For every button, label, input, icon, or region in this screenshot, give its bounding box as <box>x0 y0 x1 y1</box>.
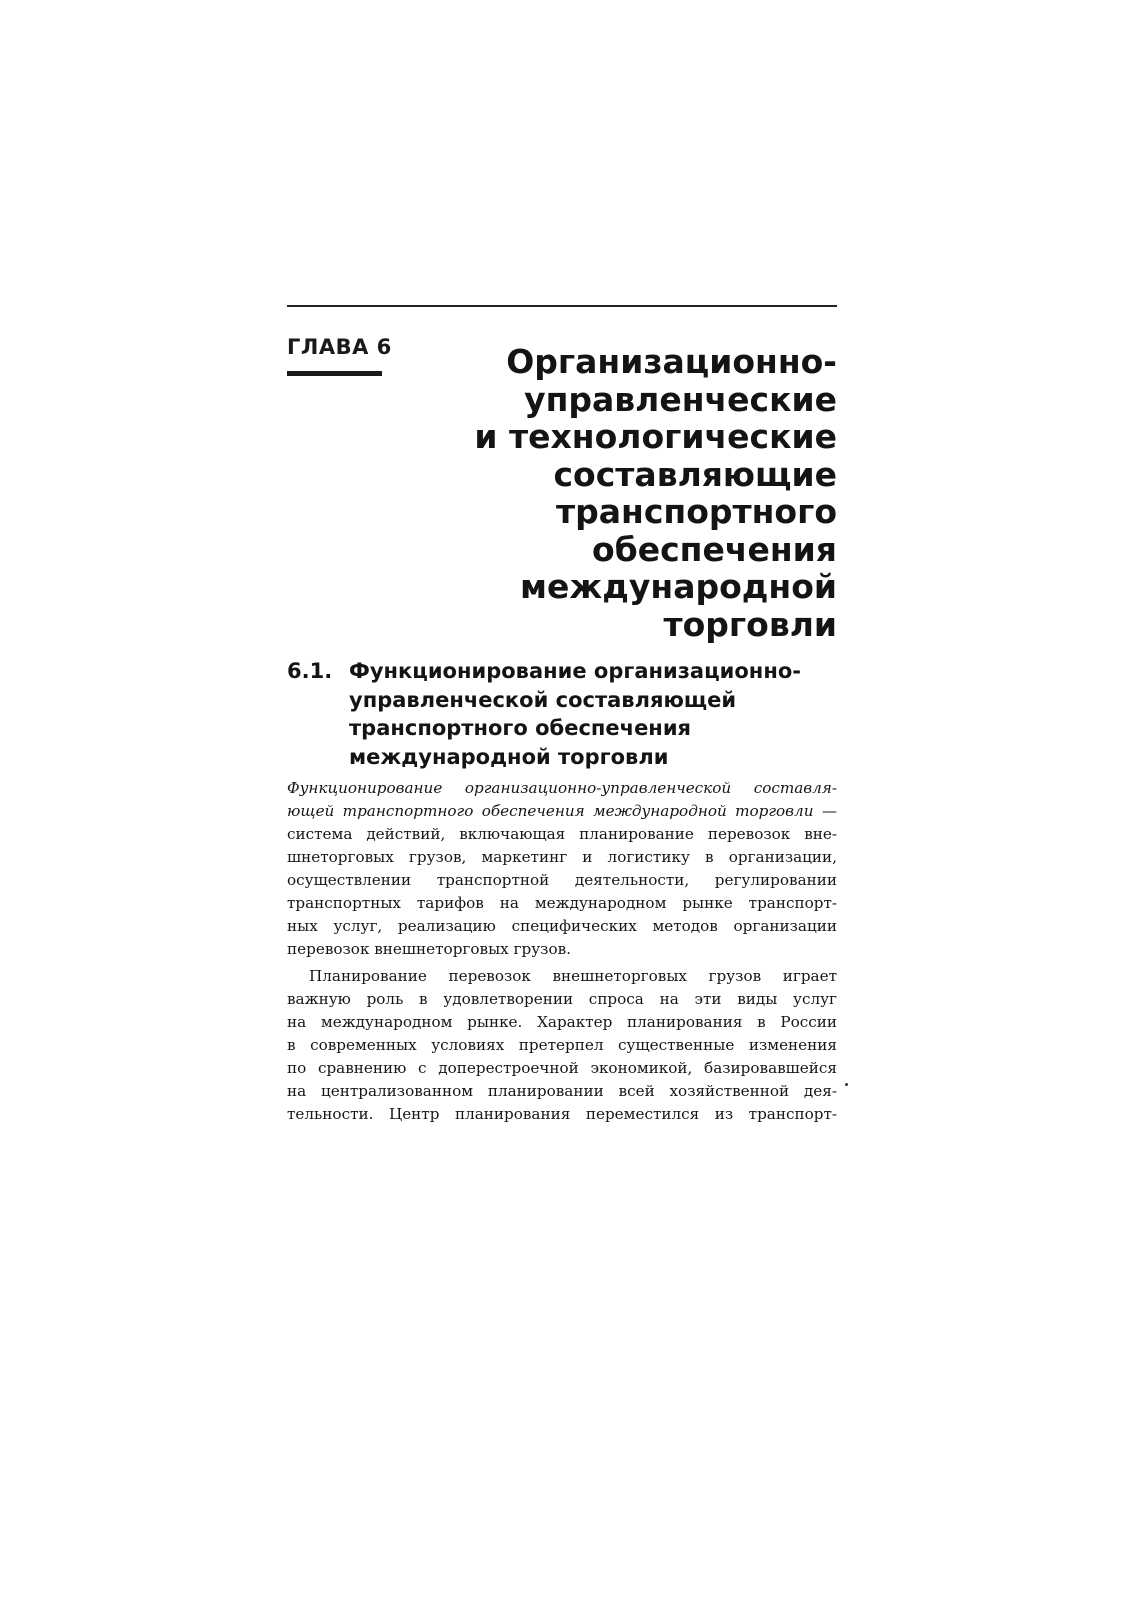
text-line: транспортных тарифов на международном рынке транспорт- <box>287 894 837 912</box>
chapter-title-line: Организационно- <box>506 342 837 381</box>
section-title-line: управленческой составляющей <box>349 687 737 712</box>
text-line: шнеторговых грузов, маркетинг и логистику в организации, <box>287 848 837 866</box>
chapter-title <box>417 343 837 643</box>
text-line: осуществлении транспортной деятельности, регулировании <box>287 871 837 889</box>
text-line: Функционирование организационно-управленческой составля- <box>287 779 837 797</box>
paragraph-definition <box>287 777 837 961</box>
section-title-line: международной торговли <box>349 744 669 769</box>
chapter-title-line: составляющие <box>553 454 837 494</box>
chapter-title-line: международной <box>520 567 837 606</box>
section-number: 6.1. <box>287 659 333 683</box>
section-title-line: транспортного обеспечения <box>349 716 692 740</box>
text-line: перевозок внешнеторговых грузов. <box>287 940 571 958</box>
chapter-rule <box>287 371 382 376</box>
text-line: ющей транспортного обеспечения международной торговли — <box>287 802 838 820</box>
chapter-title-line: и технологические <box>474 417 837 456</box>
text-line: система действий, включающая планирование перевозок вне- <box>287 825 837 843</box>
text-line-italic: ющей транспортного обеспечения международной торговли <box>287 802 814 820</box>
paragraph-planning <box>287 965 837 1126</box>
scan-artifact <box>845 1083 848 1086</box>
text-line: важную роль в удовлетворении спроса на эти виды услуг <box>287 990 837 1008</box>
text-line: на централизованном планировании всей хозяйственной дея- <box>287 1082 837 1100</box>
text-line: ных услуг, реализацию специфических методов организации <box>287 917 837 935</box>
chapter-title-line: обеспечения <box>592 529 837 569</box>
text-line: Планирование перевозок внешнеторговых грузов играет <box>309 967 837 985</box>
text-line: тельности. Центр планирования переместился из транспорт- <box>287 1105 837 1123</box>
chapter-title-line: управленческие <box>524 379 837 419</box>
chapter-label: ГЛАВА 6 <box>287 335 392 359</box>
text-line: в современных условиях претерпел существенные изменения <box>287 1036 837 1054</box>
text-line: по сравнению с доперестроечной экономикой, базировавшейся <box>287 1059 837 1077</box>
body-text <box>287 777 837 1130</box>
text-line: на международном рынке. Характер планирования в России <box>287 1013 837 1031</box>
section-title-line: Функционирование организационно- <box>349 659 801 683</box>
top-rule <box>287 305 837 307</box>
chapter-title-line: торговли <box>663 604 837 644</box>
section-title <box>349 657 837 771</box>
chapter-title-line: транспортного <box>556 492 837 531</box>
